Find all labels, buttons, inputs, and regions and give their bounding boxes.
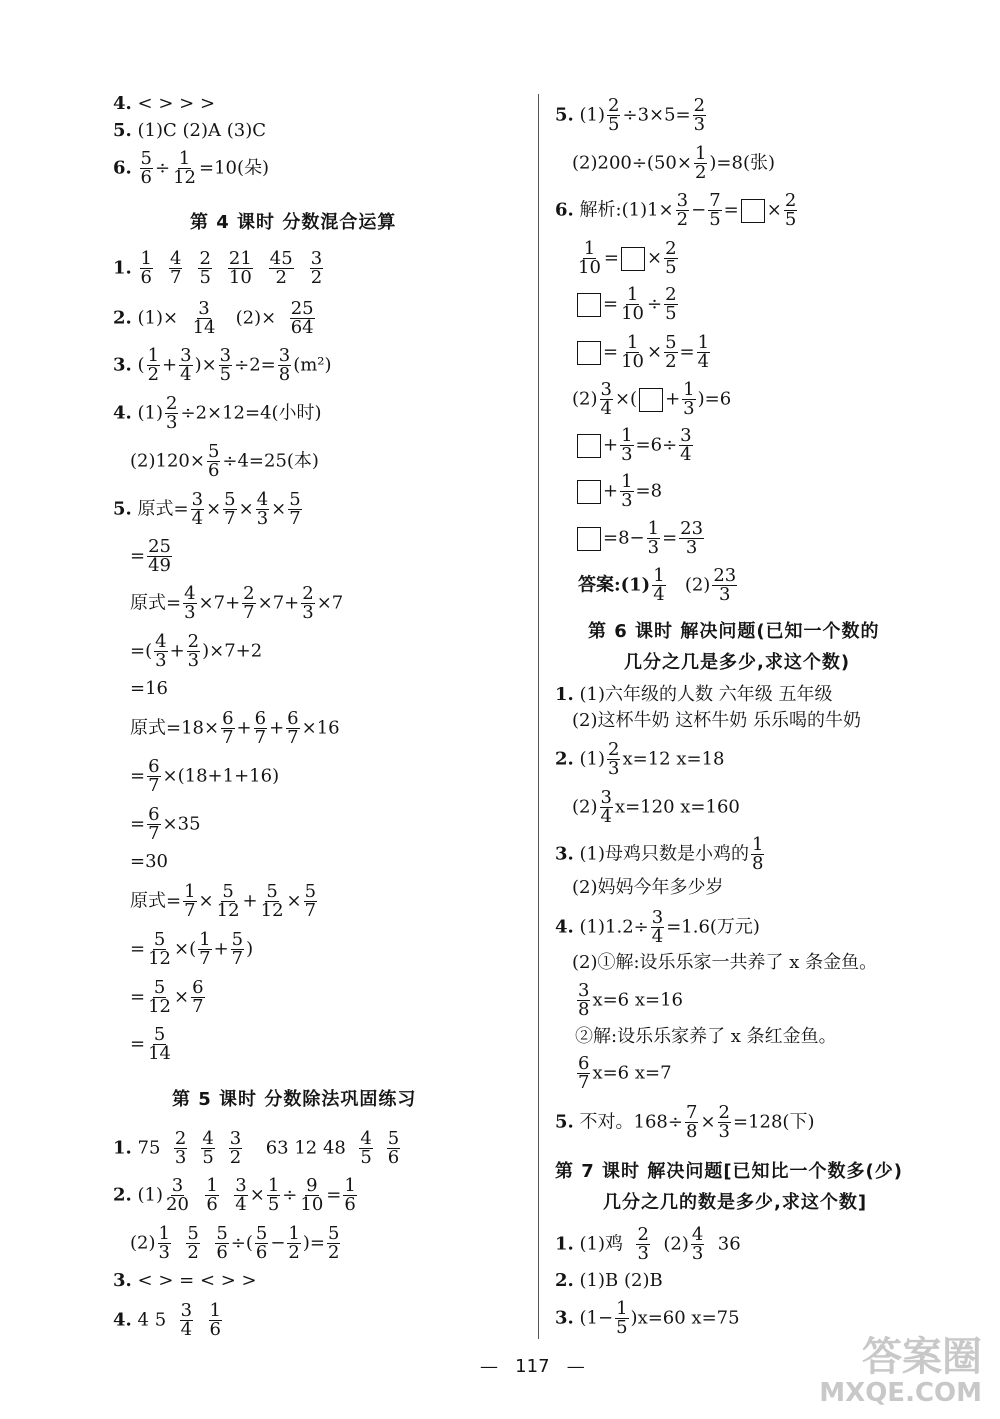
answer-5-part2: (2)200÷(50× $\frac{1}{2}$ )=8(张)	[572, 143, 776, 183]
fraction	[169, 250, 182, 287]
fraction-list	[172, 1128, 254, 1168]
fraction	[140, 250, 153, 287]
watermark-logo-text: 答案圈	[862, 1334, 982, 1380]
numerator: 21	[228, 248, 252, 269]
fraction	[359, 1130, 372, 1167]
denominator: 5	[199, 267, 211, 288]
item-number: 4.	[113, 93, 132, 114]
answer-6-line4: = $\frac{1}{10}$ × $\frac{5}{2}$ = $\frac{1}{4}$	[575, 334, 712, 371]
blank-box	[577, 434, 601, 458]
blank-box	[577, 293, 601, 317]
denominator: 2	[229, 1147, 242, 1168]
item-number: 1.	[113, 257, 132, 279]
blank-box	[621, 247, 645, 271]
fraction-list	[357, 1128, 412, 1168]
lesson6-q4-part1: 4. (1)1.2÷ $\frac{3}{4}$ =1.6(万元)	[555, 907, 760, 947]
answer-5-choices	[113, 120, 266, 142]
lesson6-q3-part2: (2)妈妈今年多少岁	[572, 877, 724, 898]
lesson4-q3: 3. ( $\frac{1}{2}$ + $\frac{3}{4}$ )× $\frac{3}{5}$ ÷2= $\frac{3}{8}$ (m²)	[113, 345, 332, 385]
section-heading-lesson-6-line1: 第 6 课时 解决问题(已知一个数的	[588, 621, 880, 642]
lesson4-q4-part1: 4. (1) $\frac{2}{3}$ ÷2×12=4(小时)	[113, 393, 322, 433]
answer-6-final: 答案:(1) $\frac{1}{4}$ (2) $\frac{23}{3}$	[578, 565, 737, 605]
lesson6-q2-part2: (2) $\frac{3}{4}$ x=120 x=160	[572, 787, 740, 827]
answer-4-comparisons	[113, 93, 215, 115]
lesson4-q5-line5: =16	[130, 678, 168, 699]
blank-box	[577, 480, 601, 504]
lesson6-q4-part2: (2)①解:设乐乐家一共养了 x 条金鱼。	[572, 952, 878, 973]
item-number: 4.	[113, 402, 132, 424]
item-number: 3.	[113, 354, 132, 376]
item-number: 2.	[113, 1184, 132, 1206]
item-number: 1.	[113, 1137, 132, 1159]
item-number: 3.	[555, 843, 574, 865]
lesson6-q1-part1: 1. (1)六年级的人数 六年级 五年级	[555, 684, 833, 705]
lesson6-q3-part1: 3. (1)母鸡只数是小鸡的 $\frac{1}{8}$	[555, 834, 764, 874]
lesson4-q5-line13: = $\frac{5}{14}$	[130, 1024, 171, 1064]
denominator: 5	[360, 1147, 372, 1168]
lesson4-q2: 2. (1)× $\frac{3}{14}$ (2)× $\frac{25}{64}$	[113, 298, 314, 338]
item-number: 2.	[555, 748, 574, 770]
lesson7-q2: 2. (1)B (2)B	[555, 1270, 663, 1291]
denominator: 5	[202, 1147, 214, 1168]
page-number: — 117 —	[480, 1356, 585, 1377]
blank-box	[577, 527, 601, 551]
answer-6-line5: (2) $\frac{3}{4}$ ×( + $\frac{1}{3}$ )=6	[572, 379, 732, 419]
numerator: 5	[387, 1128, 400, 1149]
item-number: 2.	[113, 307, 132, 329]
lesson5-q2-part2: (2) $\frac{1}{3}$ $\frac{5}{2}$ $\frac{5}{6}$ ÷( $\frac{5}{6}$ − $\frac{1}{2}$ )= $\frac{5}{2}$	[130, 1223, 340, 1263]
numerator: 45	[269, 248, 293, 269]
lesson5-q1: 1. 75 $\frac{2}{3}$ $\frac{4}{5}$ $\frac{3}{2}$ 63 12 48 $\frac{4}{5}$ $\frac{5}{6}$	[113, 1130, 412, 1167]
blank-box	[741, 199, 765, 223]
lesson4-q4-part2: (2)120× $\frac{5}{6}$ ÷4=25(本)	[130, 441, 319, 481]
denominator: 10	[228, 267, 252, 288]
lesson7-q3: 3. (1− $\frac{1}{5}$ )x=60 x=75	[555, 1298, 740, 1338]
lesson4-q5-line11: = $\frac{5}{12}$ ×( $\frac{1}{7}$ + $\frac{5}{7}$ )	[130, 929, 254, 969]
item-number: 4.	[113, 1309, 132, 1331]
item-number: 5.	[113, 120, 132, 141]
numerator: 4	[202, 1128, 214, 1149]
section-heading-lesson-5: 第 5 课时 分数除法巩固练习	[172, 1089, 417, 1110]
denominator: 2	[310, 267, 323, 288]
watermark	[819, 1335, 982, 1407]
item-number: 1.	[555, 1233, 574, 1255]
fraction: $\frac{1}{12}$	[173, 148, 196, 188]
lesson7-q1: 1. (1)鸡 $\frac{2}{3}$ (2) $\frac{4}{3}$ 36	[555, 1224, 741, 1264]
numerator: 2	[174, 1128, 187, 1149]
lesson4-q5-line9: =30	[130, 851, 168, 872]
lesson5-q3: 3. < > = < > >	[113, 1270, 257, 1291]
fraction	[387, 1130, 400, 1167]
item-number: 6.	[113, 157, 132, 179]
fraction	[229, 1130, 242, 1167]
numerator: 3	[229, 1128, 242, 1149]
numerator: 4	[169, 248, 182, 269]
item-number: 6.	[555, 199, 574, 221]
answer-text: (1)C (2)A (3)C	[137, 120, 267, 141]
lesson5-q4: 4. 4 5 $\frac{3}{4}$ $\frac{1}{6}$	[113, 1300, 221, 1340]
answer-5-part1: 5. (1) $\frac{2}{5}$ ÷3×5= $\frac{2}{3}$	[555, 95, 706, 135]
answer-6-line3: = $\frac{1}{10}$ ÷ $\frac{2}{5}$	[575, 286, 680, 323]
fraction	[198, 250, 211, 287]
fraction	[310, 250, 323, 287]
item-number: 4.	[555, 916, 574, 938]
denominator: 6	[140, 267, 152, 288]
answer-6-line1: 6. 解析:(1)1× $\frac{3}{2}$ − $\frac{7}{5}$ = × $\frac{2}{5}$	[555, 190, 797, 230]
numerator: 1	[140, 248, 152, 269]
denominator: 3	[174, 1147, 187, 1168]
fraction: $\frac{5}{6}$	[140, 148, 152, 188]
column-divider	[538, 94, 539, 1339]
numerator: 3	[310, 248, 323, 269]
fraction	[201, 1130, 214, 1167]
item-number: 1.	[555, 684, 574, 705]
fraction	[269, 250, 294, 287]
answer-6-line2: $\frac{1}{10}$ = × $\frac{2}{5}$	[578, 238, 677, 278]
lesson6-q4-part3: $\frac{3}{8}$ x=6 x=16	[578, 980, 683, 1020]
blank-box	[577, 341, 601, 365]
fraction	[174, 1130, 187, 1167]
lesson4-q5-line1: 5. 原式= $\frac{3}{4}$ × $\frac{5}{7}$ × $\frac{4}{3}$ × $\frac{5}{7}$	[113, 489, 301, 529]
lesson6-q5: 5. 不对。168÷ $\frac{7}{8}$ × $\frac{2}{3}$ =128(下)	[555, 1102, 815, 1142]
answer-text: < > > >	[137, 93, 216, 114]
lesson6-q4-part4: ②解:设乐乐家养了 x 条红金鱼。	[575, 1026, 837, 1047]
answer-6: 6. $\frac{5}{6}$ ÷ $\frac{1}{12}$ =10(朵)	[113, 148, 270, 188]
item-number: 5.	[555, 104, 574, 126]
denominator: 7	[169, 267, 182, 288]
lesson5-q2-part1: 2. (1) $\frac{3}{20}$ $\frac{1}{6}$ $\frac{3}{4}$ × $\frac{1}{5}$ ÷ $\frac{9}{10}$ = $\frac{1}{6}$	[113, 1175, 356, 1215]
lesson4-q5-line6: 原式=18× $\frac{6}{7}$ + $\frac{6}{7}$ + $\frac{6}{7}$ ×16	[130, 708, 340, 748]
answer-6-line7: + $\frac{1}{3}$ =8	[575, 473, 662, 510]
item-number: 3.	[555, 1307, 574, 1329]
denominator: 2	[275, 267, 287, 288]
answer-6-line6: + $\frac{1}{3}$ =6÷ $\frac{3}{4}$	[575, 427, 695, 464]
blank-box	[639, 388, 663, 412]
item-number: 3.	[113, 1270, 132, 1291]
lesson4-q1	[113, 250, 337, 287]
lesson4-q5-line7: = $\frac{6}{7}$ ×(18+1+16)	[130, 756, 280, 796]
lesson4-q5-line10: 原式= $\frac{1}{7}$ × $\frac{5}{12}$ + $\frac{5}{12}$ × $\frac{5}{7}$	[130, 881, 317, 921]
denominator: 6	[387, 1147, 400, 1168]
answer-6-line8: =8− $\frac{1}{3}$ = $\frac{23}{3}$	[575, 520, 706, 557]
watermark-url: MXQE.COM	[819, 1378, 982, 1408]
lesson6-q4-part5: $\frac{6}{7}$ x=6 x=7	[578, 1053, 672, 1093]
numerator: 2	[199, 248, 211, 269]
fraction-list	[138, 248, 338, 288]
lesson4-q5-line4: =( $\frac{4}{3}$ + $\frac{2}{3}$ )×7+2	[130, 631, 263, 671]
section-heading-lesson-4: 第 4 课时 分数混合运算	[190, 212, 397, 233]
lesson6-q1-part2: (2)这杯牛奶 这杯牛奶 乐乐喝的牛奶	[572, 710, 861, 731]
lesson4-q5-line2: = $\frac{25}{49}$	[130, 536, 171, 576]
numerator: 4	[360, 1128, 372, 1149]
section-heading-lesson-7-line2: 几分之几的数是多少,求这个数]	[603, 1192, 868, 1213]
item-number: 5.	[555, 1111, 574, 1133]
item-number: 5.	[113, 498, 132, 520]
section-heading-lesson-7-line1: 第 7 课时 解决问题[已知比一个数多(少)	[555, 1161, 904, 1182]
item-number: 2.	[555, 1270, 574, 1291]
section-heading-lesson-6-line2: 几分之几是多少,求这个数)	[624, 652, 851, 673]
lesson4-q5-line8: = $\frac{6}{7}$ ×35	[130, 804, 201, 844]
fraction	[228, 250, 253, 287]
lesson4-q5-line12: = $\frac{5}{12}$ × $\frac{6}{7}$	[130, 977, 204, 1017]
lesson4-q5-line3: 原式= $\frac{4}{3}$ ×7+ $\frac{2}{7}$ ×7+ $\frac{2}{3}$ ×7	[130, 583, 344, 623]
lesson6-q2-part1: 2. (1) $\frac{2}{3}$ x=12 x=18	[555, 739, 725, 779]
